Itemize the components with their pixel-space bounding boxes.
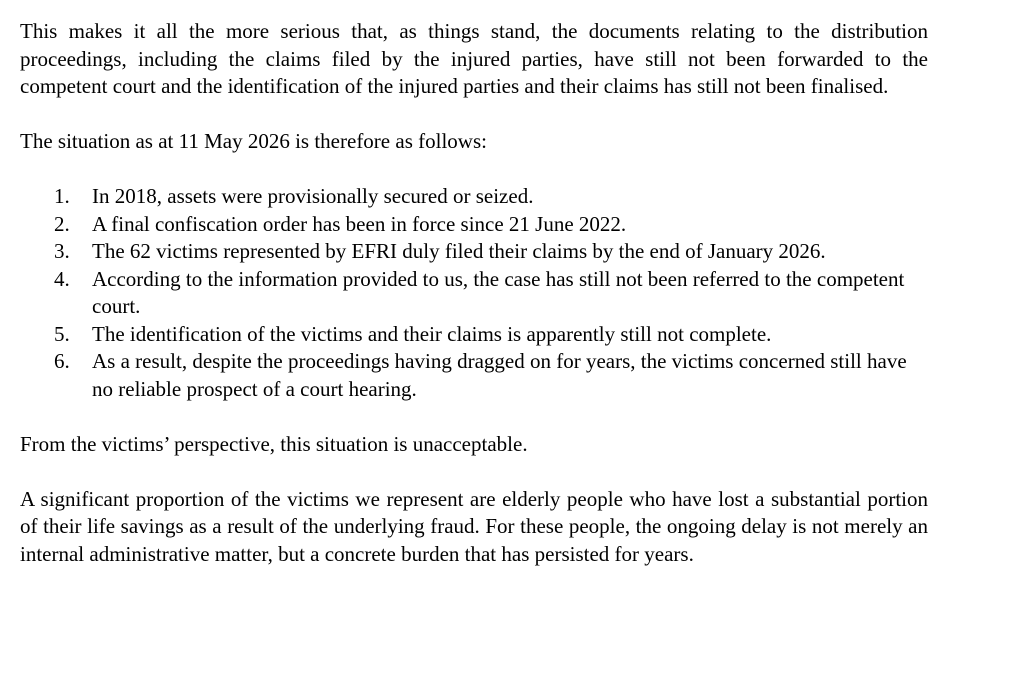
list-item-number: 6. [54,349,70,373]
list-item-number: 5. [54,321,70,346]
list-item [20,183,928,211]
list-item-text: According to the information provided to us, the case has still not been referred to the competent court. [92,266,905,318]
list-item-text: As a result, despite the proceedings having dragged on for years, the victims concerned still have no reliable prospect of a court hearing. [92,349,907,401]
paragraph-situation-intro: The situation as at 11 May 2026 is therefore as follows: [20,129,487,153]
list-item [20,238,928,266]
list-item-text: In 2018, assets were provisionally secured or seized. [92,184,534,208]
list-item-number: 3. [54,239,70,263]
list-item [20,321,928,349]
list-item [20,266,928,321]
paragraph-victims-perspective: From the victims’ perspective, this situation is unacceptable. [20,431,528,456]
paragraph-spacer [20,403,928,431]
paragraph-spacer [20,156,928,184]
list-item [20,211,928,239]
paragraph-elderly-victims: A significant proportion of the victims we represent are elderly people who have lost a substantial portion of their life savings as a result of the underlying fraud. For these people, the ongoing delay is not merely an internal administrative matter, but a concrete burden that has persisted for years. [20,486,928,566]
list-item-text: The 62 victims represented by EFRI duly filed their claims by the end of January 2026. [92,239,826,263]
list-item-number: 4. [54,266,70,291]
paragraph-spacer [20,458,928,486]
paragraph-spacer [20,101,928,129]
list-item-number: 1. [54,184,70,208]
list-item-text: The identification of the victims and their claims is apparently still not complete. [92,321,772,346]
paragraph-distribution-proceedings: This makes it all the more serious that, as things stand, the documents relating to the distribution proceedings, including the claims filed by the injured parties, have still not been forwarded to the competent court and the identification of the injured parties and their claims has still not been finalised. [20,19,928,98]
list-item-number: 2. [54,211,70,236]
situation-list [20,183,928,403]
list-item-text: A final confiscation order has been in force since 21 June 2022. [92,211,627,236]
list-item [20,348,928,403]
